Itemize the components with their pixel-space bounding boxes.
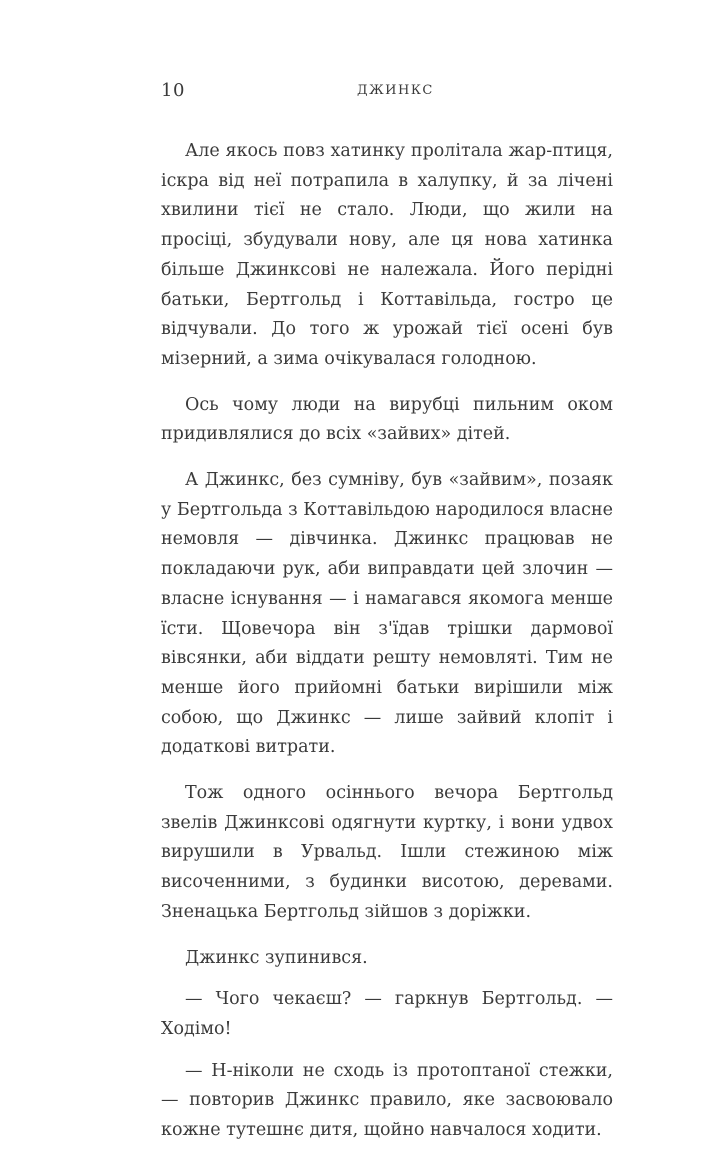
paragraph: Але якось повз хатинку пролітала жар-птиця, іскра від неї потрапила в халупку, й за лічені хвилини тієї не стало. Люди, що жили на просіці, збудували нову, але ця нова хатинка більше Джинксові не належала. Його перідні батьки, Бертгольд і Коттавільда, гостро це відчували. До того ж урожай тієї осені був мізерний, а зима очікувалася голодною. xyxy=(161,141,613,369)
running-title: ДЖИНКС xyxy=(357,83,434,98)
page-number: 10 xyxy=(161,80,185,101)
paragraph: Тож одного осіннього вечора Бертгольд звелів Джинксові одягнути куртку, і вони удвох вирушили в Урвальд. Ішли стежиною між височенними, з будинки висотою, деревами. Зненацька Бертгольд зійшов з доріжки. xyxy=(161,783,613,922)
paragraph: Ось чому люди на вирубці пильним оком придивлялися до всіх «зайвих» дітей. xyxy=(161,394,613,445)
page-header xyxy=(161,80,613,104)
paragraph: А Джинкс, без сумніву, був «зайвим», позаяк у Бертгольда з Коттавільдою народилося власне немовля — дівчинка. Джинкс працював не покладаючи рук, аби виправдати цей злочин — власне існування — і намагався якомога менше їсти. Щовечора він з'їдав трішки дармової вівсянки, аби віддати решту немовляті. Тим не менше його прийомні батьки вирішили між собою, що Джинкс — лише зайвий клопіт і додаткові витрати. xyxy=(161,470,613,758)
paragraph: Джинкс зупинився. xyxy=(185,947,368,968)
paragraph: — Н-ніколи не сходь із протоптаної стежки, — повторив Джинкс правило, яке засвоювало кожне тутешнє дитя, щойно навчалося ходити. xyxy=(161,1060,613,1141)
body-text xyxy=(161,137,613,1162)
paragraph: — Чого чекаєш? — гаркнув Бертгольд. — Ходімо! xyxy=(161,989,613,1039)
